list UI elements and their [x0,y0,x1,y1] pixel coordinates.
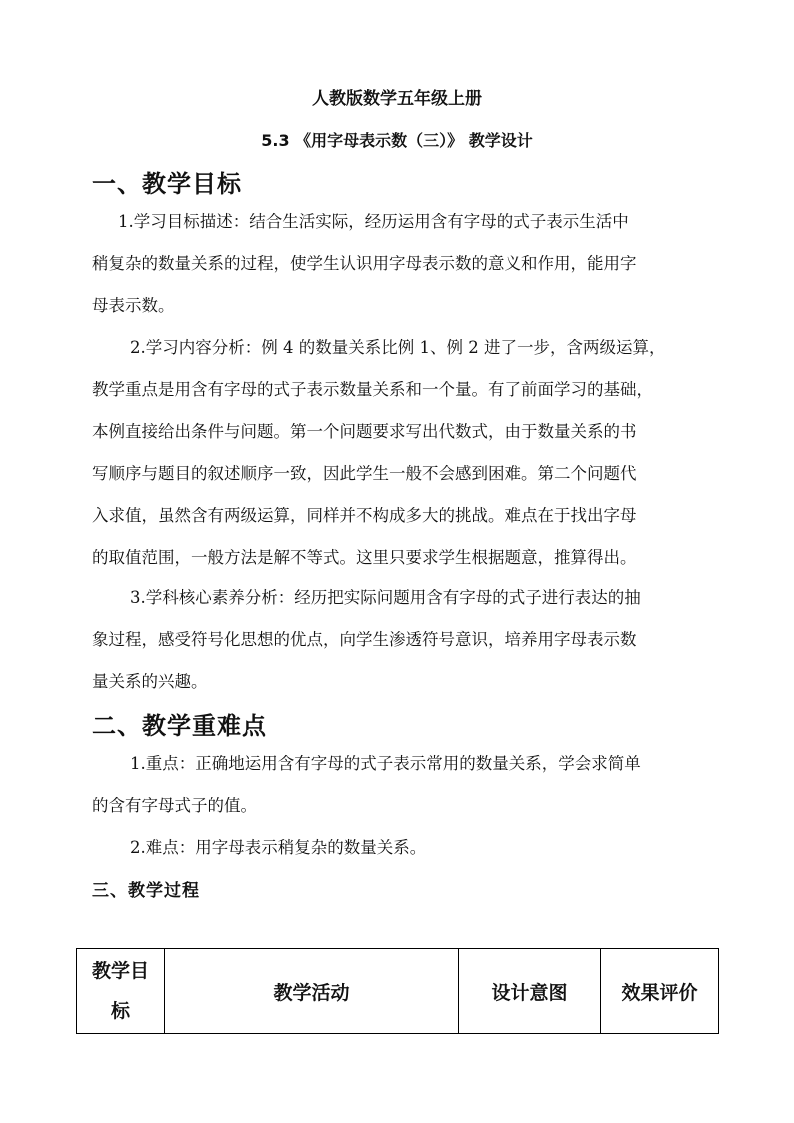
text-line: 稍复杂的数量关系的过程，使学生认识用字母表示数的意义和作用，能用字 [92,254,637,273]
text-line: 2.学习内容分析：例 4 的数量关系比例 1、例 2 进了一步，含两级运算， [130,338,666,357]
text-line: 的含有字母式子的值。 [92,796,257,815]
text-line: 1.重点：正确地运用含有字母的式子表示常用的数量关系，学会求简单 [130,754,641,773]
process-table [76,948,719,1034]
table-header-cell [459,949,601,1034]
section-heading-process: 三、教学过程 [92,881,200,901]
header-evaluation: 效果评价 [621,981,698,1004]
document-title: 人教版数学五年级上册 [312,89,482,109]
text-line: 量关系的兴趣。 [92,672,208,691]
text-line: 2.难点：用字母表示稍复杂的数量关系。 [130,838,427,857]
table-header-row [77,949,719,1034]
text-line: 入求值，虽然含有两级运算，同样并不构成多大的挑战。难点在于找出字母 [92,506,637,525]
header-activities: 教学活动 [273,981,350,1004]
text-line: 教学重点是用含有字母的式子表示数量关系和一个量。有了前面学习的基础， [92,380,653,399]
text-line: 母表示数。 [92,296,175,315]
header-intent: 设计意图 [491,981,568,1004]
section-heading-objectives: 一、教学目标 [92,170,242,198]
table-header-cell [601,949,719,1034]
text-line: 本例直接给出条件与问题。第一个问题要求写出代数式，由于数量关系的书 [92,422,637,441]
text-line: 3.学科核心素养分析：经历把实际问题用含有字母的式子进行表达的抽 [130,588,641,607]
section-heading-key-difficult: 二、教学重难点 [92,712,267,740]
text-line: 的取值范围，一般方法是解不等式。这里只要求学生根据题意，推算得出。 [92,548,637,567]
text-line: 写顺序与题目的叙述顺序一致，因此学生一般不会感到困难。第二个问题代 [92,464,637,483]
table-header-cell [165,949,459,1034]
table-header-cell [77,949,165,1034]
text-line: 1.学习目标描述：结合生活实际，经历运用含有字母的式子表示生活中 [118,212,629,231]
document-subtitle: 5.3 《用字母表示数（三）》 教学设计 [261,131,533,150]
text-line: 象过程，感受符号化思想的优点，向学生渗透符号意识，培养用字母表示数 [92,630,637,649]
header-objectives: 教学目标 [91,960,149,1022]
